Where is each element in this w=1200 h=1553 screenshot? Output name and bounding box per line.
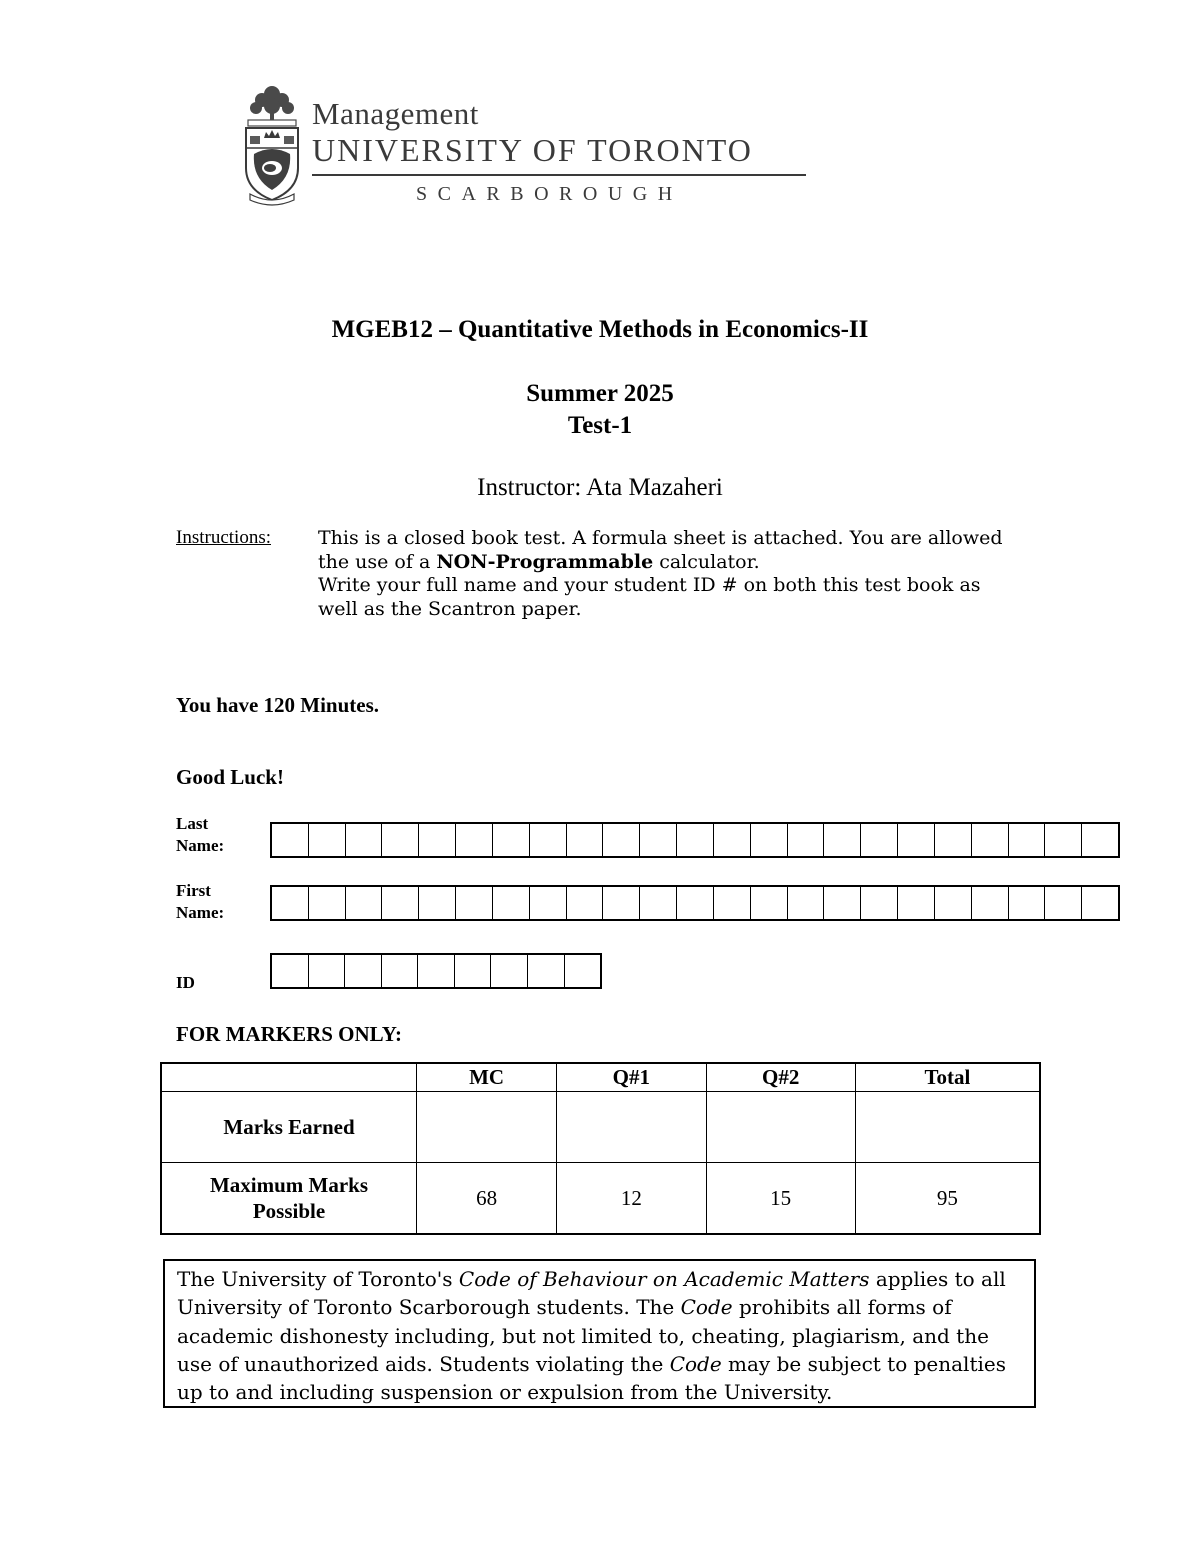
character-box[interactable] <box>530 824 567 856</box>
first-name-label <box>176 880 224 924</box>
character-box[interactable] <box>788 824 825 856</box>
instructions-line-1 <box>318 527 1018 574</box>
character-box[interactable] <box>346 887 383 919</box>
character-box[interactable] <box>382 887 419 919</box>
marks-earned-q1[interactable] <box>557 1092 706 1163</box>
notice-code-ref-1: Code <box>680 1295 733 1320</box>
first-name-boxes[interactable] <box>270 885 1120 921</box>
character-box[interactable] <box>898 824 935 856</box>
code-of-behaviour-notice <box>163 1259 1036 1408</box>
max-marks-total: 95 <box>855 1163 1040 1235</box>
first-name-label-line-1: First <box>176 881 211 900</box>
good-luck-note: Good Luck! <box>176 765 284 789</box>
max-marks-label-line-1: Maximum Marks <box>209 1173 369 1197</box>
character-box[interactable] <box>1045 824 1082 856</box>
character-box[interactable] <box>788 887 825 919</box>
instructions-line-1-end: calculator. <box>653 550 760 573</box>
character-box[interactable] <box>972 824 1009 856</box>
character-box[interactable] <box>714 824 751 856</box>
table-header-row <box>161 1063 1040 1092</box>
character-box[interactable] <box>861 824 898 856</box>
character-box[interactable] <box>345 955 382 987</box>
table-header-q1: Q#1 <box>557 1063 706 1092</box>
instructions-line-2: Write your full name and your student ID # on both this test book as well as the Scantron paper. <box>318 574 981 620</box>
character-box[interactable] <box>714 887 751 919</box>
table-header-blank <box>161 1063 417 1092</box>
non-programmable-emphasis: NON-Programmable <box>436 550 654 573</box>
marks-earned-label: Marks Earned <box>161 1092 417 1163</box>
character-box[interactable] <box>972 887 1009 919</box>
table-header-mc: MC <box>417 1063 557 1092</box>
character-box[interactable] <box>528 955 565 987</box>
character-box[interactable] <box>677 824 714 856</box>
instructions-label: Instructions: <box>176 527 271 548</box>
character-box[interactable] <box>603 887 640 919</box>
character-box[interactable] <box>751 887 788 919</box>
character-box[interactable] <box>309 887 346 919</box>
character-box[interactable] <box>1045 887 1082 919</box>
first-name-label-line-2: Name: <box>176 903 225 922</box>
last-name-label-line-1: Last <box>176 814 209 833</box>
character-box[interactable] <box>1009 887 1046 919</box>
max-marks-label <box>161 1163 417 1235</box>
character-box[interactable] <box>418 955 455 987</box>
character-box[interactable] <box>493 824 530 856</box>
character-box[interactable] <box>382 824 419 856</box>
character-box[interactable] <box>898 887 935 919</box>
table-row <box>161 1163 1040 1235</box>
marks-earned-total[interactable] <box>855 1092 1040 1163</box>
notice-text-4: may be subject to penalties up to and including suspension or expulsion from the University. <box>177 1351 1006 1405</box>
character-box[interactable] <box>456 824 493 856</box>
last-name-boxes[interactable] <box>270 822 1120 858</box>
character-box[interactable] <box>272 887 309 919</box>
id-label: ID <box>176 973 195 992</box>
logo-management-text: Management <box>312 96 479 131</box>
logo-divider <box>312 174 806 176</box>
notice-text-1: The University of Toronto's <box>177 1267 459 1291</box>
last-name-label-line-2: Name: <box>176 836 225 855</box>
character-box[interactable] <box>565 955 601 987</box>
markers-heading: FOR MARKERS ONLY: <box>176 1022 402 1046</box>
character-box[interactable] <box>935 824 972 856</box>
character-box[interactable] <box>309 824 346 856</box>
character-box[interactable] <box>456 887 493 919</box>
notice-text-2: applies to all University of Toronto Scarborough students. The <box>177 1267 1006 1320</box>
max-marks-q1: 12 <box>557 1163 706 1235</box>
character-box[interactable] <box>530 887 567 919</box>
instructions-text <box>318 527 1018 621</box>
character-box[interactable] <box>567 887 604 919</box>
character-box[interactable] <box>346 824 383 856</box>
character-box[interactable] <box>1009 824 1046 856</box>
table-header-q2: Q#2 <box>706 1063 855 1092</box>
test-name: Test-1 <box>567 412 633 439</box>
character-box[interactable] <box>272 955 309 987</box>
time-note: You have 120 Minutes. <box>176 693 380 717</box>
character-box[interactable] <box>824 824 861 856</box>
character-box[interactable] <box>382 955 419 987</box>
character-box[interactable] <box>419 824 456 856</box>
notice-code-title: Code of Behaviour on Academic Matters <box>458 1267 870 1291</box>
character-box[interactable] <box>567 824 604 856</box>
marks-earned-mc[interactable] <box>417 1092 557 1163</box>
instructions-line-1-start: This is a closed book test. A formula sheet is attached. You are allowed the use of a <box>318 527 1003 573</box>
marks-earned-q2[interactable] <box>706 1092 855 1163</box>
table-header-total: Total <box>855 1063 1040 1092</box>
max-marks-q2: 15 <box>706 1163 855 1235</box>
character-box[interactable] <box>455 955 492 987</box>
university-logo <box>240 82 820 210</box>
character-box[interactable] <box>751 824 788 856</box>
character-box[interactable] <box>603 824 640 856</box>
max-marks-mc: 68 <box>417 1163 557 1235</box>
marks-table <box>160 1062 1041 1235</box>
character-box[interactable] <box>309 955 346 987</box>
character-box[interactable] <box>272 824 309 856</box>
term-label: Summer 2025 <box>526 380 674 407</box>
instructor-label: Instructor: Ata Mazaheri <box>477 474 723 501</box>
character-box[interactable] <box>491 955 528 987</box>
character-box[interactable] <box>1082 887 1118 919</box>
character-box[interactable] <box>640 824 677 856</box>
course-title: MGEB12 – Quantitative Methods in Economics-II <box>331 316 869 343</box>
student-id-boxes[interactable] <box>270 953 602 989</box>
character-box[interactable] <box>824 887 861 919</box>
character-box[interactable] <box>493 887 530 919</box>
character-box[interactable] <box>640 887 677 919</box>
character-box[interactable] <box>1082 824 1118 856</box>
character-box[interactable] <box>419 887 456 919</box>
university-crest-icon <box>240 82 304 206</box>
last-name-label <box>176 813 224 857</box>
logo-campus-text: SCARBOROUGH <box>416 183 683 205</box>
table-row <box>161 1092 1040 1163</box>
character-box[interactable] <box>861 887 898 919</box>
notice-text-3: prohibits all forms of academic dishonesty including, but not limited to, cheating, plagiarism, and the use of unauthorized aids. Students violating the <box>177 1295 989 1376</box>
character-box[interactable] <box>935 887 972 919</box>
logo-university-text: UNIVERSITY OF TORONTO <box>312 132 753 168</box>
character-box[interactable] <box>677 887 714 919</box>
notice-code-ref-2: Code <box>669 1351 722 1376</box>
max-marks-label-line-2: Possible <box>252 1199 326 1223</box>
